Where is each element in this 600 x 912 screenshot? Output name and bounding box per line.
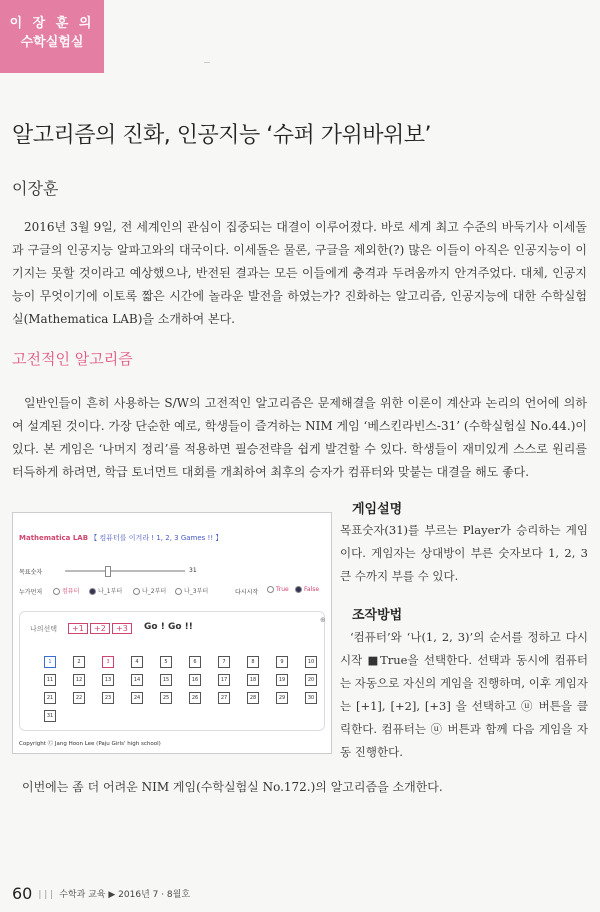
number-cell: 6 [189, 656, 201, 668]
radio-me-3[interactable]: 나_3부터 [175, 586, 208, 595]
choice-label: 나의선택 [30, 625, 58, 633]
number-cell: 11 [44, 674, 56, 686]
number-cell: 7 [218, 656, 230, 668]
restart-false[interactable]: False [295, 586, 319, 593]
copyright: Copyright Ⓒ Jang Hoon Lee (Paju Girls' high school) [19, 741, 161, 747]
section-heading: 고전적인 알고리즘 [12, 350, 133, 368]
number-cell: 13 [102, 674, 114, 686]
series-tab [0, 0, 104, 73]
desc-heading: 게임설명 [352, 502, 403, 517]
number-cell: 29 [276, 692, 288, 704]
number-cell: 1 [44, 656, 56, 668]
number-cell: 20 [305, 674, 317, 686]
panel-subtitle: 【 컴퓨터를 이겨라 ! 1, 2, 3 Games !! 】 [90, 534, 223, 542]
number-cell: 30 [305, 692, 317, 704]
go-button[interactable]: Go ! Go !! [144, 622, 193, 632]
controls-text: ‘컴퓨터’와 ‘나(1, 2, 3)’의 순서를 정하고 다시시작 ■True을 선택한다. 선택과 동시에 컴퓨터는 자동으로 자신의 게임을 진행하며, 이후 게임자는 [+1], [+2], [+3] 을 선택하고 ⓤ 버튼을 클릭한다. 컴퓨터는 ⓤ 버튼과 함께 다음 게임을 자동 진행한다. [340, 630, 588, 759]
number-cell: 19 [276, 674, 288, 686]
number-cell: 22 [73, 692, 85, 704]
article-author: 이장훈 [12, 179, 59, 198]
series-author: 이 장 훈 의 [9, 16, 95, 31]
radio-me-2[interactable]: 나_2부터 [133, 586, 166, 595]
game-panel [12, 512, 332, 754]
number-cell: 26 [189, 692, 201, 704]
page-footer [12, 884, 190, 903]
radio-computer[interactable]: 컴퓨터 [53, 586, 79, 595]
number-cell: 15 [160, 674, 172, 686]
magazine-issue: 수학과 교육 ▶ 2016년 7 · 8월호 [59, 890, 191, 900]
number-cell: 3 [102, 656, 114, 668]
plus-1-button[interactable]: +1 [68, 623, 88, 634]
number-cell: 16 [189, 674, 201, 686]
divider [204, 62, 210, 63]
controls-heading: 조작방법 [352, 608, 403, 623]
number-cell: 17 [218, 674, 230, 686]
update-icon[interactable]: ⊕ [320, 616, 326, 624]
footer-bars: | | | [38, 890, 54, 900]
number-cell: 28 [247, 692, 259, 704]
body-paragraph: 일반인들이 흔히 사용하는 S/W의 고전적인 알고리즘은 문제해결을 위한 이론이 계산과 논리의 언어에 의하여 설계된 것이다. 가장 단순한 예로, 학생들이 즐겨하는 NIM 게임 ‘베스킨라빈스-31’ (수학실험실 No.44.)이 있다. 본 게임은 ‘나머지 정리’를 적용하면 필승전략을 쉽게 발견할 수 있다. 학생들이 재미있게 스스로 원리를 터득하게 하려면, 학급 토너먼트 대회를 개최하여 최후의 승자가 컴퓨터와 맞붙는 대결을 해도 좋다. [12, 396, 587, 479]
target-value: 31 [189, 567, 197, 574]
number-cell: 24 [131, 692, 143, 704]
restart-true[interactable]: True [267, 586, 289, 593]
target-label: 목표숫자 [19, 569, 43, 576]
page-number: 60 [12, 884, 33, 903]
first-player-label: 누가먼저 [19, 589, 43, 596]
intro-paragraph: 2016년 3월 9일, 전 세계인의 관심이 집중되는 대결이 이루어졌다. 바로 세계 최고 수준의 바둑기사 이세돌과 구글의 인공지능 알파고와의 대국이다. 이세돌은 물론, 구글을 제외한(?) 많은 이들이 아직은 인공지능이 이기지는 못할 것이라고 예상했으나, 반전된 결과는 모든 이들에게 충격과 두려움까지 안겨주었다. 대체, 인공지능이 무엇이기에 이토록 짧은 시간에 놀라운 발전을 하였는가? 진화하는 알고리즘, 인공지능에 대한 수학실험실(Mathematica LAB)을 소개하여 본다. [12, 220, 587, 326]
plus-2-button[interactable]: +2 [90, 623, 110, 634]
number-cell: 5 [160, 656, 172, 668]
series-name: 수학실험실 [20, 35, 84, 50]
number-cell: 10 [305, 656, 317, 668]
number-cell: 12 [73, 674, 85, 686]
number-cell: 9 [276, 656, 288, 668]
number-cell: 2 [73, 656, 85, 668]
number-cell: 4 [131, 656, 143, 668]
number-cell: 27 [218, 692, 230, 704]
number-cell: 21 [44, 692, 56, 704]
number-cell: 8 [247, 656, 259, 668]
outro-paragraph: 이번에는 좀 더 어려운 NIM 게임(수학실험실 No.172.)의 알고리즘을 소개한다. [22, 780, 443, 794]
panel-title [19, 533, 222, 543]
game-board [19, 611, 325, 731]
restart-label: 다시시작 [235, 589, 259, 596]
number-cell: 18 [247, 674, 259, 686]
number-cell: 25 [160, 692, 172, 704]
number-cell: 14 [131, 674, 143, 686]
slider-handle[interactable] [105, 566, 111, 577]
plus-3-button[interactable]: +3 [112, 623, 132, 634]
number-cell: 31 [44, 710, 56, 722]
number-cell: 23 [102, 692, 114, 704]
desc-text: 목표숫자(31)를 부르는 Player가 승리하는 게임이다. 게임자는 상대방이 부른 숫자보다 1, 2, 3 큰 수까지 부를 수 있다. [340, 523, 588, 583]
article-title: 알고리즘의 진화, 인공지능 ‘슈퍼 가위바위보’ [12, 123, 431, 148]
panel-brand: Mathematica LAB [19, 534, 89, 542]
target-slider[interactable] [65, 570, 185, 572]
radio-me-1[interactable]: 나_1부터 [89, 586, 122, 595]
